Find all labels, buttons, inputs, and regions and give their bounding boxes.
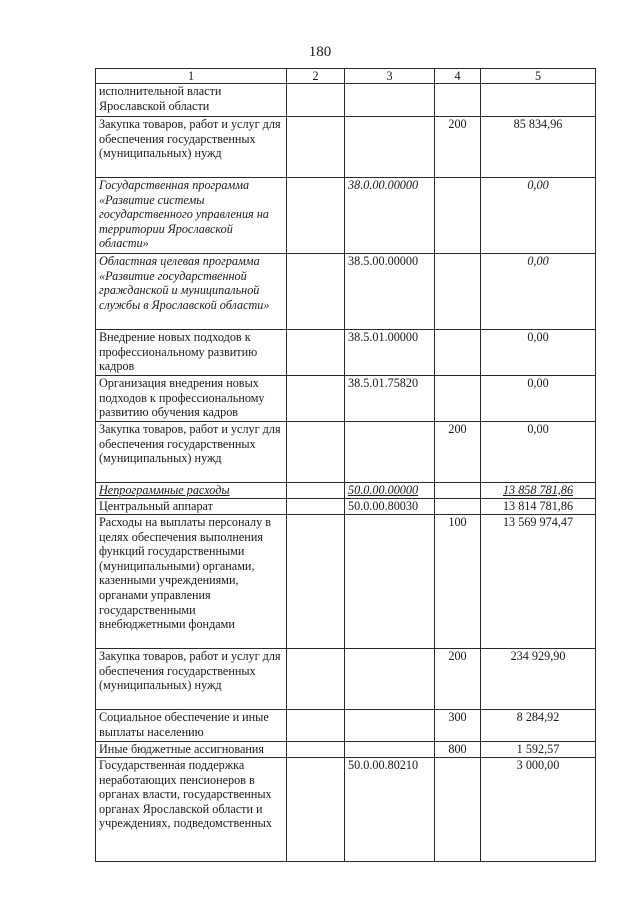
row-sum [481, 84, 596, 117]
table-header-row [96, 69, 596, 84]
table-row [96, 254, 596, 330]
row-col2 [287, 84, 345, 117]
row-name: Закупка товаров, работ и услуг для обеспечения государственных (муниципальных) нужд [96, 117, 287, 178]
row-sum: 13 858 781,86 [481, 483, 596, 499]
row-name: Расходы на выплаты персоналу в целях обеспечения выполнения функций государственными (муниципальными) органами, казенными учреждениями, органами управления государственными внебюджетными фондами [96, 515, 287, 649]
row-name: Областная целевая программа «Развитие государственной гражданской и муниципальной службы в Ярославской области» [96, 254, 287, 330]
table-row [96, 376, 596, 422]
row-code: 38.5.00.00000 [345, 254, 435, 330]
row-sum: 3 000,00 [481, 758, 596, 862]
table-row [96, 483, 596, 499]
table-row [96, 710, 596, 742]
row-code: 50.0.00.00000 [345, 483, 435, 499]
row-code [345, 649, 435, 710]
row-code: 38.0.00.00000 [345, 178, 435, 254]
row-name: исполнительной власти Ярославской области [96, 84, 287, 117]
row-sum: 8 284,92 [481, 710, 596, 742]
table-row [96, 178, 596, 254]
row-code [345, 742, 435, 758]
table-row [96, 515, 596, 649]
row-code: 38.5.01.75820 [345, 376, 435, 422]
row-col2 [287, 117, 345, 178]
row-kind [435, 254, 481, 330]
row-sum: 234 929,90 [481, 649, 596, 710]
row-sum: 0,00 [481, 422, 596, 483]
row-kind: 800 [435, 742, 481, 758]
row-name: Закупка товаров, работ и услуг для обеспечения государственных (муниципальных) нужд [96, 649, 287, 710]
row-name: Государственная программа «Развитие системы государственного управления на территории Ярославской области» [96, 178, 287, 254]
row-col2 [287, 330, 345, 376]
table-row [96, 117, 596, 178]
row-name: Организация внедрения новых подходов к профессиональному развитию обучения кадров [96, 376, 287, 422]
row-col2 [287, 483, 345, 499]
row-name: Социальное обеспечение и иные выплаты населению [96, 710, 287, 742]
column-header-4: 4 [435, 69, 481, 84]
row-col2 [287, 499, 345, 515]
row-col2 [287, 742, 345, 758]
row-col2 [287, 710, 345, 742]
row-name: Государственная поддержка неработающих пенсионеров в органах власти, государственных органах Ярославской области и учреждениях, подведомственных [96, 758, 287, 862]
row-code [345, 422, 435, 483]
row-kind [435, 758, 481, 862]
row-col2 [287, 254, 345, 330]
column-header-1: 1 [96, 69, 287, 84]
table-row [96, 84, 596, 117]
row-kind: 200 [435, 117, 481, 178]
row-code [345, 84, 435, 117]
row-kind: 200 [435, 422, 481, 483]
row-sum: 1 592,57 [481, 742, 596, 758]
row-sum: 0,00 [481, 254, 596, 330]
row-col2 [287, 649, 345, 710]
row-name: Непрограммные расходы [96, 483, 287, 499]
row-kind [435, 376, 481, 422]
row-kind [435, 84, 481, 117]
row-name: Иные бюджетные ассигнования [96, 742, 287, 758]
row-code [345, 117, 435, 178]
row-name: Внедрение новых подходов к профессиональному развитию кадров [96, 330, 287, 376]
row-sum: 13 814 781,86 [481, 499, 596, 515]
row-code: 38.5.01.00000 [345, 330, 435, 376]
row-kind [435, 178, 481, 254]
table-row [96, 499, 596, 515]
column-header-3: 3 [345, 69, 435, 84]
row-code: 50.0.00.80030 [345, 499, 435, 515]
row-sum: 0,00 [481, 178, 596, 254]
row-kind [435, 330, 481, 376]
row-col2 [287, 515, 345, 649]
page-number: 180 [308, 44, 332, 60]
row-kind: 300 [435, 710, 481, 742]
budget-table [95, 68, 596, 862]
row-col2 [287, 178, 345, 254]
row-name: Центральный аппарат [96, 499, 287, 515]
table-row [96, 330, 596, 376]
row-sum: 0,00 [481, 330, 596, 376]
table-row [96, 742, 596, 758]
row-sum: 0,00 [481, 376, 596, 422]
row-sum: 85 834,96 [481, 117, 596, 178]
row-col2 [287, 758, 345, 862]
row-kind [435, 499, 481, 515]
column-header-5: 5 [481, 69, 596, 84]
row-kind [435, 483, 481, 499]
row-code [345, 515, 435, 649]
row-sum: 13 569 974,47 [481, 515, 596, 649]
row-kind: 100 [435, 515, 481, 649]
row-name: Закупка товаров, работ и услуг для обеспечения государственных (муниципальных) нужд [96, 422, 287, 483]
row-col2 [287, 422, 345, 483]
row-code [345, 710, 435, 742]
table-row [96, 422, 596, 483]
row-kind: 200 [435, 649, 481, 710]
row-col2 [287, 376, 345, 422]
table-row [96, 649, 596, 710]
table-row [96, 758, 596, 862]
row-code: 50.0.00.80210 [345, 758, 435, 862]
column-header-2: 2 [287, 69, 345, 84]
